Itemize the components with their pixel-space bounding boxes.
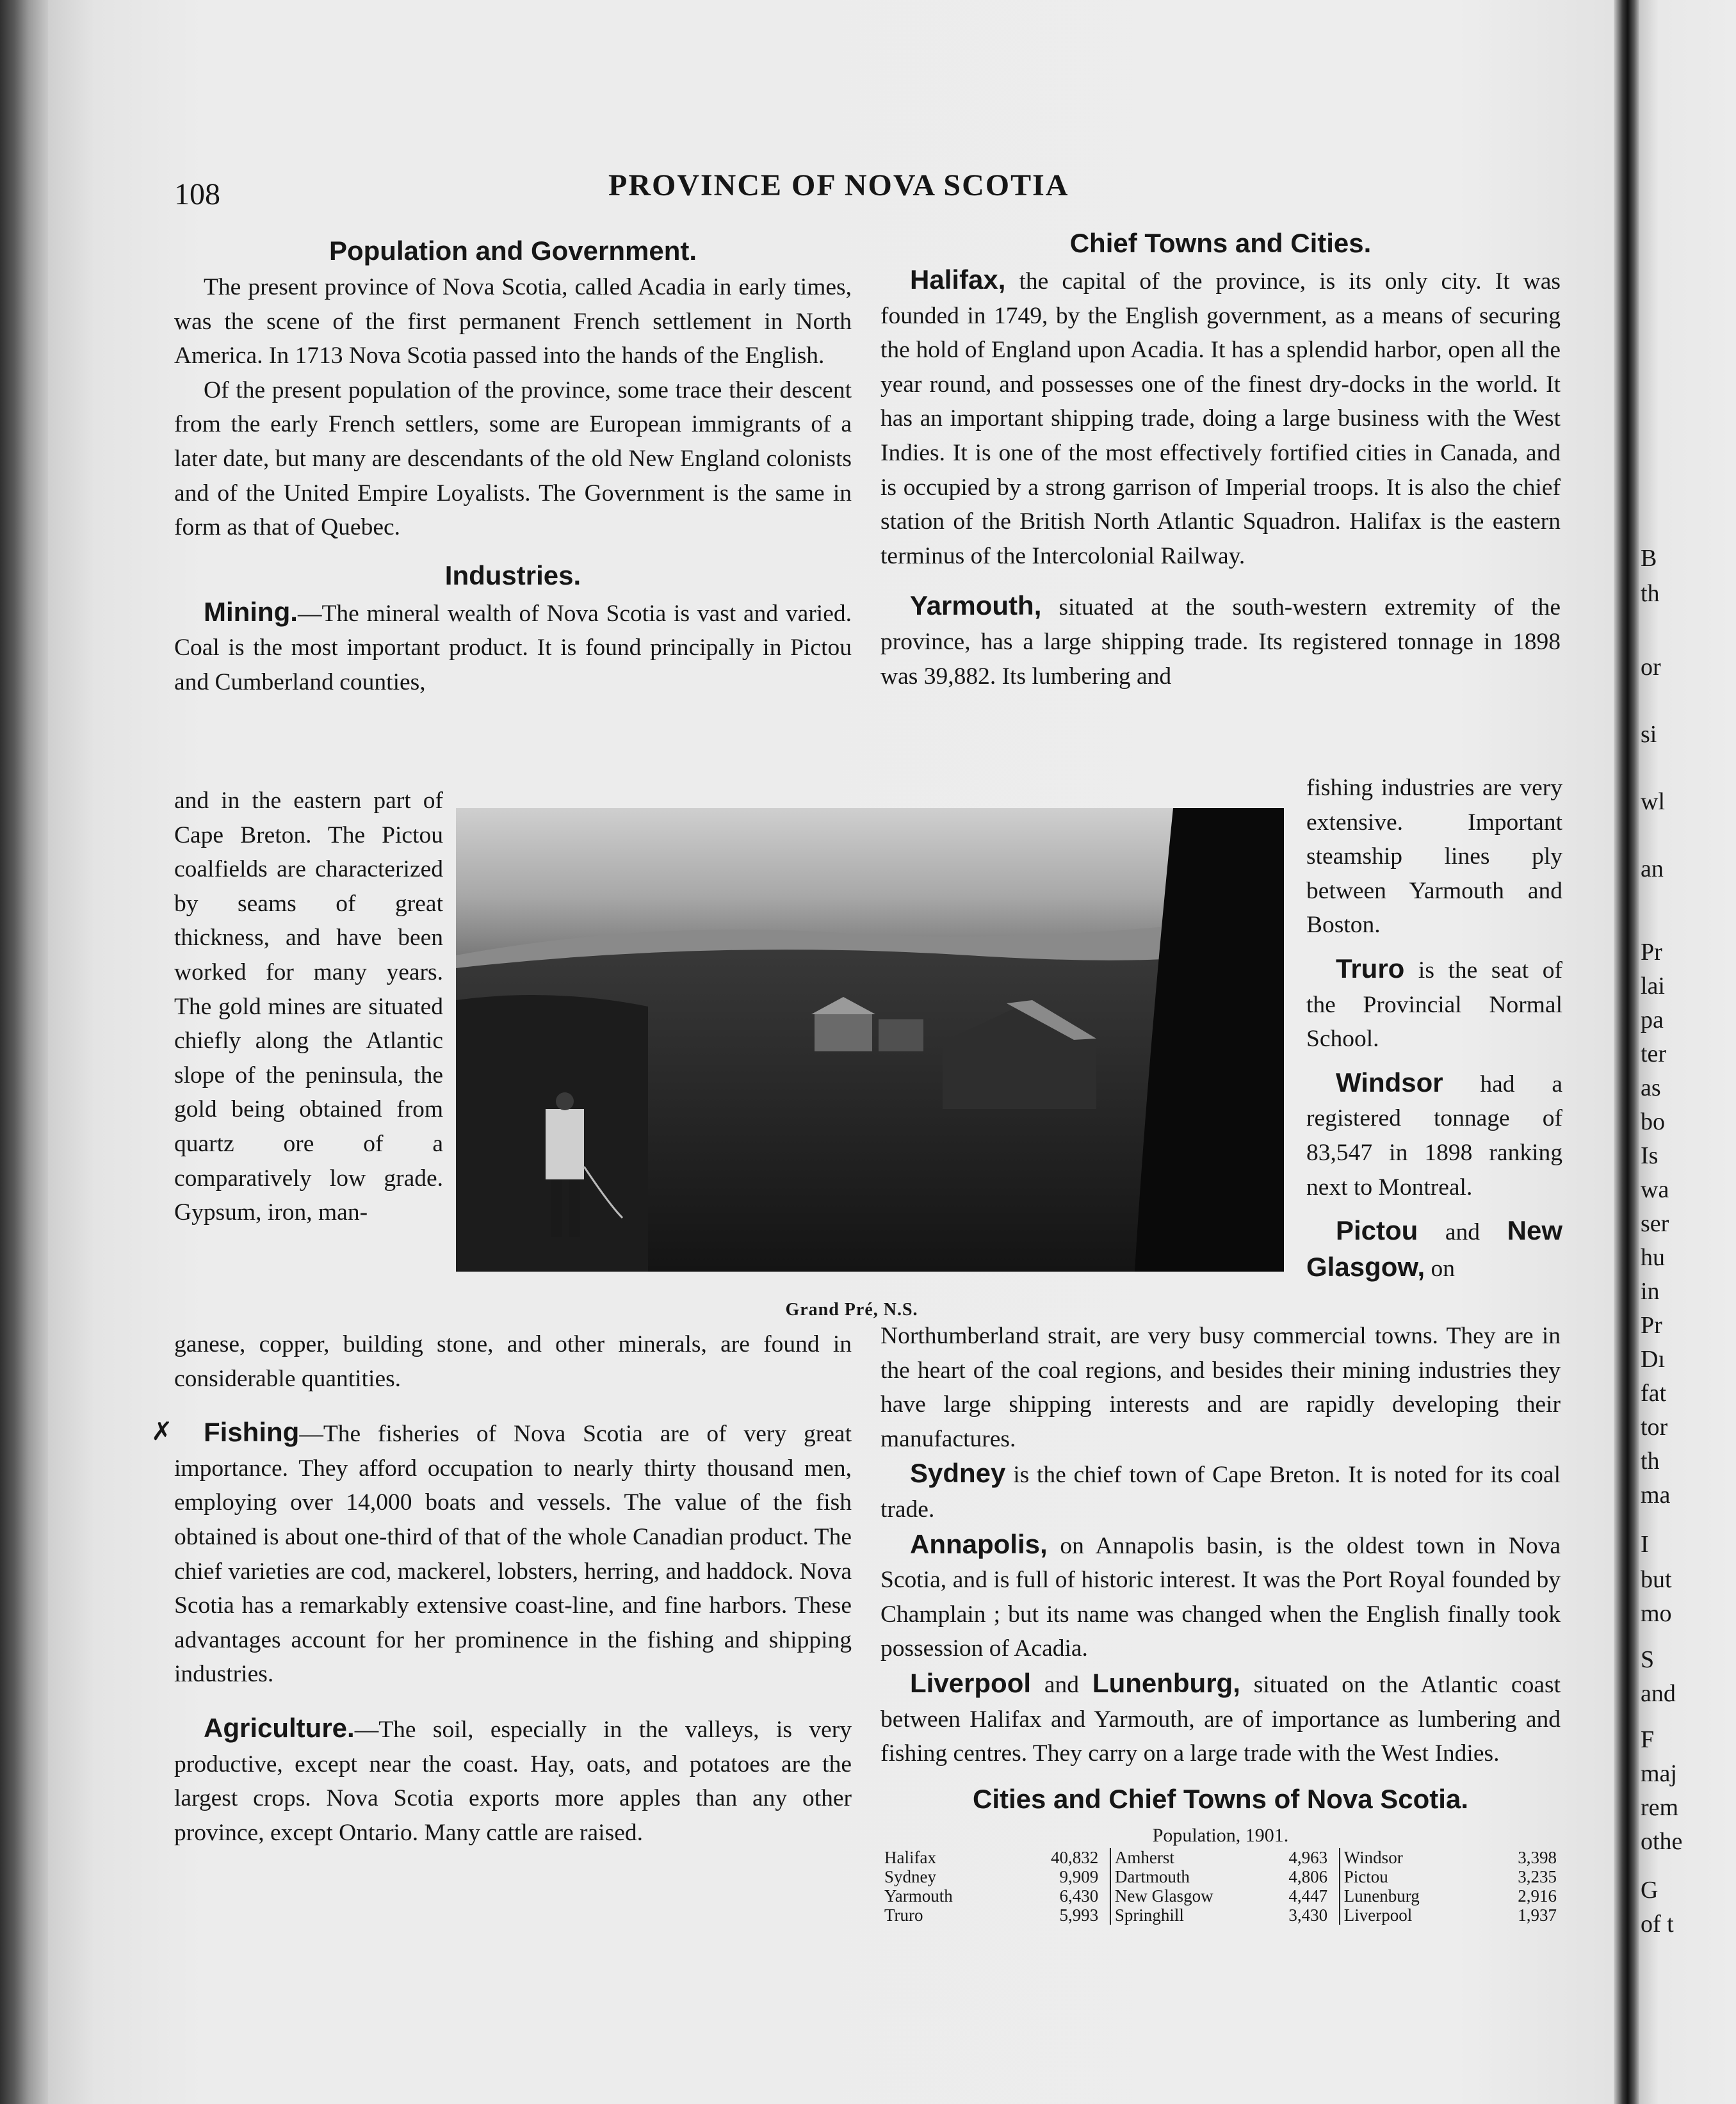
next-page-fragment: othe — [1641, 1828, 1683, 1855]
mining-intro-text: —The mineral wealth of Nova Scotia is vast and varied. Coal is the most important product. It is found principally in Pictou and Cumberland counties, — [174, 600, 852, 695]
town-population: 3,235 — [1518, 1866, 1557, 1886]
next-page-fragment: si — [1641, 721, 1657, 748]
windsor-paragraph — [1306, 1065, 1562, 1204]
town-population: 4,447 — [1288, 1886, 1328, 1906]
annapolis-lead: Annapolis, — [910, 1528, 1048, 1559]
next-page-fragment: an — [1641, 855, 1664, 882]
right-bottom-column — [880, 1319, 1561, 1925]
yarmouth-paragraph — [880, 588, 1561, 693]
town-population: 3,398 — [1518, 1847, 1557, 1867]
next-page-fragment: G — [1641, 1877, 1659, 1904]
town-population: 2,916 — [1518, 1886, 1557, 1906]
next-page-fragment: F — [1641, 1726, 1655, 1753]
table-row — [1115, 1906, 1327, 1925]
next-page-fragment: of t — [1641, 1911, 1674, 1938]
table-row — [1344, 1848, 1557, 1867]
town-population: 4,963 — [1288, 1847, 1328, 1867]
next-page-fragment: maj — [1641, 1760, 1677, 1787]
next-page-fragment: in — [1641, 1278, 1660, 1305]
mining-wrap-column — [174, 784, 443, 1230]
next-page-fragment: rem — [1641, 1794, 1679, 1821]
left-column — [174, 232, 852, 700]
table-row — [1344, 1906, 1557, 1925]
next-page-fragment: fat — [1641, 1380, 1667, 1407]
fishing-lead: Fishing — [204, 1417, 300, 1448]
truro-paragraph — [1306, 951, 1562, 1056]
truro-text: is the seat of the Provincial Normal School. — [1306, 957, 1562, 1053]
next-page-fragment: th — [1641, 1448, 1660, 1475]
table-row — [884, 1848, 1098, 1867]
next-page-fragment: S — [1641, 1646, 1655, 1673]
heading-chief-towns: Chief Towns and Cities. — [1069, 228, 1372, 258]
next-page-fragment: tor — [1641, 1414, 1668, 1441]
town-name: Amherst — [1114, 1847, 1174, 1867]
next-page-fragment: ter — [1641, 1040, 1667, 1067]
next-page-fragment: bo — [1641, 1108, 1665, 1135]
scan-edge-left — [0, 0, 48, 2104]
next-page-fragment: ma — [1641, 1482, 1671, 1509]
town-name: Sydney — [884, 1866, 936, 1886]
shed — [879, 1019, 923, 1051]
town-name: Lunenburg — [1343, 1886, 1420, 1906]
lunenburg-lead: Lunenburg, — [1092, 1667, 1240, 1698]
next-page-fragment: Pr — [1641, 1312, 1662, 1339]
town-population: 4,806 — [1288, 1866, 1328, 1886]
next-page-fragment: hu — [1641, 1244, 1665, 1271]
fishing-text: —The fisheries of Nova Scotia are of very great importance. They afford occupation to nearly thirty thousand men, employing over 14,000 boats and vessels. The value of the fish obtained is about one-third of that of the whole Canadian product. The chief varieties are cod, mackerel, lobsters, herring, and haddock. Nova Scotia has a remarkably extensive coast-line, and fine harbors. These advantages account for her prominence in the fishing and shipping industries. — [174, 1421, 852, 1688]
windsor-text: had a registered tonnage of 83,547 in 1898 ranking next to Montreal. — [1306, 1071, 1562, 1201]
mining-intro — [174, 595, 852, 700]
table-row — [884, 1867, 1098, 1886]
pictou-and: and — [1418, 1219, 1507, 1246]
next-page-fragment: Dı — [1641, 1346, 1665, 1373]
windsor-lead: Windsor — [1336, 1067, 1443, 1097]
town-population: 3,430 — [1288, 1905, 1328, 1925]
mining-lead: Mining. — [204, 596, 298, 627]
next-page-edge — [1639, 0, 1736, 2104]
mining-end-text: ganese, copper, building stone, and other minerals, are found in considerable quantities. — [174, 1331, 852, 1392]
page-number: 108 — [174, 177, 220, 211]
annapolis-paragraph — [880, 1527, 1561, 1666]
town-name: New Glasgow — [1114, 1886, 1213, 1906]
population-table-columns — [880, 1848, 1561, 1925]
mining-wrap-text: and in the eastern part of Cape Breton. The Pictou coalfields are characterized by seams of great thickness, and have been worked for many years. The gold mines are situated chiefly along the Atlantic slope of the peninsula, the gold being obtained from quartz ore of a comparatively low grade. Gypsum, iron, man- — [174, 788, 443, 1226]
next-page-fragment: as — [1641, 1074, 1661, 1101]
next-page-fragment: or — [1641, 654, 1661, 681]
town-population: 6,430 — [1059, 1886, 1099, 1906]
sydney-text: is the chief town of Cape Breton. It is noted for its coal trade. — [880, 1462, 1561, 1523]
town-name: Windsor — [1343, 1847, 1403, 1867]
town-name: Pictou — [1343, 1866, 1388, 1886]
town-name: Yarmouth — [884, 1886, 953, 1906]
population-column-2 — [1110, 1848, 1331, 1925]
halifax-text: the capital of the province, is its only city. It was founded in 1749, by the English government, as a means of securing the hold of England upon Acadia. It has a splendid harbor, open all the year round, and possesses one of the finest dry-docks in the world. It has an important shipping trade, doing a large business with the West Indies. It is one of the most effectively fortified cities in Canada, and is occupied by a strong garrison of Imperial troops. It is also the chief station of the British North Atlantic Squadron. Halifax is the eastern terminus of the Intercolonial Railway. — [880, 268, 1561, 569]
right-column — [880, 224, 1561, 693]
person-leg-left — [551, 1179, 562, 1237]
halifax-paragraph — [880, 263, 1561, 573]
annapolis-text: on Annapolis basin, is the oldest town in Nova Scotia, and is full of historic interest. It was the Port Royal founded by Champlain ; but its name was changed when the English finally took possession of Acadia. — [880, 1532, 1561, 1662]
town-name: Halifax — [884, 1847, 936, 1867]
next-page-fragment: pa — [1641, 1007, 1664, 1033]
right-wrap-column — [1306, 771, 1562, 1286]
next-page-fragment: I — [1641, 1531, 1649, 1558]
person-head — [556, 1092, 574, 1110]
table-row — [1344, 1867, 1557, 1886]
town-population: 1,937 — [1518, 1905, 1557, 1925]
next-page-fragment: wl — [1641, 788, 1665, 815]
next-page-fragment: but — [1641, 1566, 1672, 1593]
next-page-fragment: Is — [1641, 1142, 1659, 1169]
next-page-fragment: wa — [1641, 1176, 1669, 1203]
margin-check-mark: ✗ — [151, 1417, 173, 1446]
population-paragraph-2: Of the present population of the province, some trace their descent from the early French settlers, some are European immigrants of a later date, but many are descendants of the old New England colonists and of the United Empire Loyalists. The Government is the same in form as that of Quebec. — [174, 376, 852, 541]
book-gutter — [1614, 0, 1639, 2104]
town-population: 9,909 — [1059, 1866, 1099, 1886]
population-column-3 — [1339, 1848, 1561, 1925]
liverpool-and: and — [1031, 1671, 1092, 1698]
person-leg-right — [569, 1179, 580, 1237]
town-name: Liverpool — [1343, 1905, 1413, 1925]
town-name: Truro — [884, 1905, 923, 1925]
agriculture-lead: Agriculture. — [204, 1712, 355, 1743]
pictou-on: on — [1425, 1255, 1456, 1282]
town-population: 5,993 — [1059, 1905, 1099, 1925]
population-table-subtitle: Population, 1901. — [1152, 1824, 1289, 1846]
next-page-fragment: lai — [1641, 973, 1665, 999]
yarmouth-lead: Yarmouth, — [910, 590, 1042, 621]
town-population: 40,832 — [1050, 1847, 1099, 1867]
agriculture-paragraph — [174, 1711, 852, 1850]
new-glasgow-lead: New Glasgow, — [1306, 1215, 1562, 1282]
next-page-fragment: Pr — [1641, 939, 1662, 966]
heading-population-table: Cities and Chief Towns of Nova Scotia. — [973, 1783, 1468, 1814]
sydney-paragraph — [880, 1456, 1561, 1526]
next-page-fragment: mo — [1641, 1600, 1672, 1627]
yarmouth-wrap-text: fishing industries are very extensive. Important steamship lines ply between Yarmouth and Boston. — [1306, 775, 1562, 939]
table-row — [1344, 1886, 1557, 1906]
liverpool-lead: Liverpool — [910, 1667, 1032, 1698]
landscape-illustration — [456, 808, 1284, 1272]
table-row — [1115, 1886, 1327, 1906]
sydney-lead: Sydney — [910, 1458, 1006, 1489]
halifax-lead: Halifax, — [910, 264, 1006, 295]
pictou-lead: Pictou — [1336, 1215, 1418, 1246]
heading-population: Population and Government. — [329, 236, 697, 266]
table-row — [884, 1906, 1098, 1925]
figure-person — [546, 1109, 584, 1179]
next-page-fragment: B — [1641, 545, 1657, 572]
next-page-fragment: and — [1641, 1680, 1676, 1707]
left-bottom-column — [174, 1327, 852, 1850]
grand-pre-photograph — [456, 808, 1284, 1272]
next-page-fragment: ser — [1641, 1210, 1669, 1237]
table-row — [1115, 1867, 1327, 1886]
running-head: PROVINCE OF NOVA SCOTIA — [608, 168, 1069, 202]
table-row — [884, 1886, 1098, 1906]
heading-industries: Industries. — [444, 560, 581, 590]
liverpool-paragraph — [880, 1666, 1561, 1771]
figure-caption: Grand Pré, N.S. — [785, 1300, 918, 1320]
pictou-continued: Northumberland strait, are very busy commercial towns. They are in the heart of the coal regions, and besides their mining industries they have large shipping interests and are rapidly developing their manufactures. — [880, 1323, 1561, 1452]
truro-lead: Truro — [1336, 953, 1405, 983]
agriculture-text: —The soil, especially in the valleys, is very productive, except near the coast. Hay, oats, and potatoes are the largest crops. Nova Scotia exports more apples than any other province, except Ontario. Many cattle are raised. — [174, 1716, 852, 1846]
population-column-1 — [880, 1848, 1102, 1925]
population-paragraph-1: The present province of Nova Scotia, called Acadia in early times, was the scene of the first permanent French settlement in North America. In 1713 Nova Scotia passed into the hands of the English. — [174, 274, 852, 369]
town-name: Dartmouth — [1114, 1866, 1190, 1886]
house — [815, 1013, 872, 1051]
table-row — [1115, 1848, 1327, 1867]
town-name: Springhill — [1114, 1905, 1184, 1925]
next-page-fragment: th — [1641, 580, 1660, 607]
population-table — [880, 1826, 1561, 1925]
yarmouth-text: situated at the south-western extremity of the province, has a large shipping trade. Its registered tonnage in 1898 was 39,882. Its lumbering and — [880, 594, 1561, 690]
fishing-paragraph — [174, 1415, 852, 1692]
liverpool-text: situated on the Atlantic coast between Halifax and Yarmouth, are of importance as lumbering and fishing centres. They carry on a large trade with the West Indies. — [880, 1671, 1561, 1767]
pictou-paragraph — [1306, 1213, 1562, 1286]
